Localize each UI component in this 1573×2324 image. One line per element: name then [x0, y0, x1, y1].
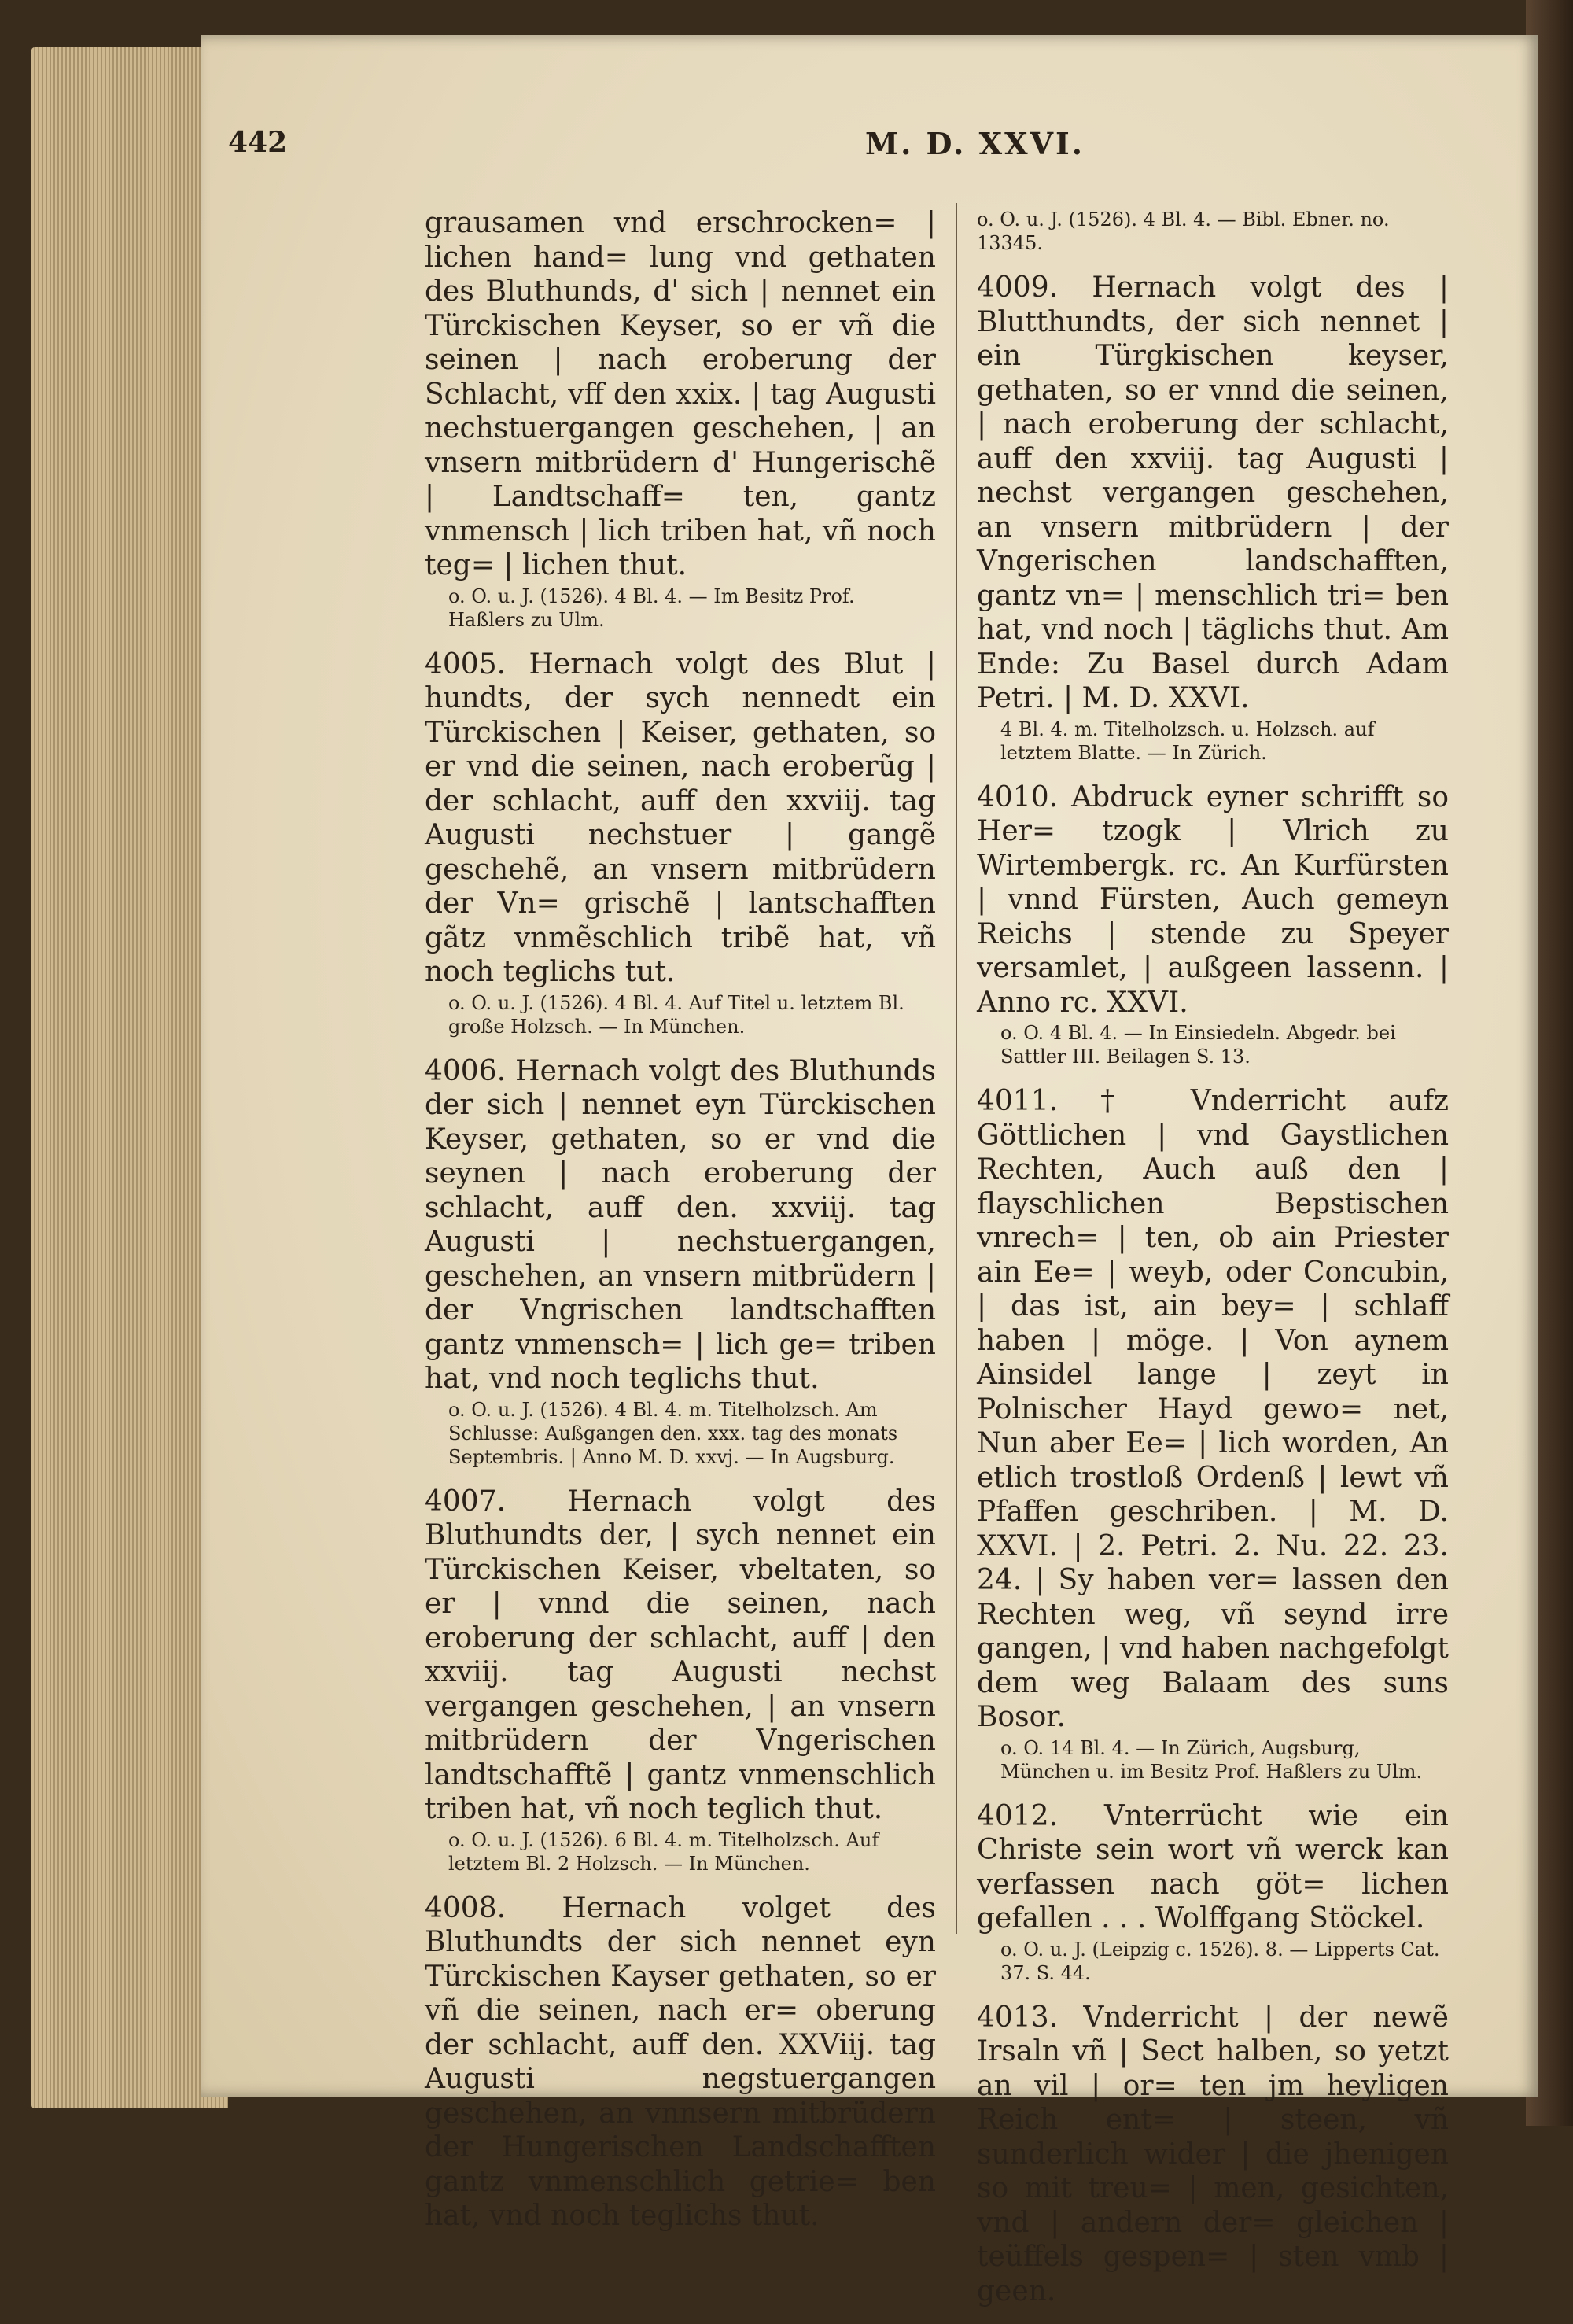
column-divider — [956, 203, 957, 1934]
entry-text: 4007. Hernach volgt des Bluthundts der, | sych nennet ein Türckischen Keiser, vbeltaten, so er | vnnd die seinen, nach eroberung der schlacht, auff | den xxviij. tag Augusti nechst vergangen geschehen, | an vnsern mitbrüdern der Vngerischen landtschafftẽ | gantz vnmenschlich triben hat, vñ noch teglich thut. — [425, 1485, 936, 1825]
entry-text: 4011. † Vnderricht aufz Göttlichen | vnd Gaystlichen Rechten, Auch auß den | flayschlichen Bepstischen vnrech= | ten, ob ain Priester ain Ee= | weyb, oder Concubin, | das ist, ain bey= | schlaff haben | möge. | Von aynem Ainsidel lange | zeyt in Polnischer Hayd gewo= net, Nun aber Ee= | lich worden, An etlich trostloß Ordenß | lewt vñ Pfaffen geschriben. | M. D. XXVI. | 2. Petri. 2. Nu. 22. 23. 24. | Sy haben ver= lassen den Rechten weg, vñ seynd irre gangen, | vnd haben nachgefolgt dem weg Balaam des suns Bosor. — [977, 1085, 1449, 1733]
entry-4011 — [977, 1084, 1449, 1784]
entry-text: 4010. Abdruck eyner schrifft so Her= tzogk | Vlrich zu Wirtembergk. rc. An Kurfürsten | vnnd Fürsten, Auch gemeyn Reichs | stende zu Speyer versamlet, | außgeen lassenn. | Anno rc. XXVI. — [977, 780, 1449, 1019]
entry-text: 4009. Hernach volgt des | Blutthundts, der sich nennet | ein Türgkischen keyser, gethaten, so er vnnd die seinen, | nach eroberung der schlacht, auff den xxviij. tag Augusti | nechst vergangen geschehen, an vnsern mitbrüdern | der Vngerischen landschafften, gantz vn= | menschlich tri= ben hat, vnd noch | täglichs thut. Am Ende: Zu Basel durch Adam Petri. | M. D. XXVI. — [977, 271, 1449, 714]
entry-note: o. O. 4 Bl. 4. — In Einsiedeln. Abgedr. bei Sattler III. Beilagen S. 13. — [1000, 1022, 1396, 1068]
entry-text: 4005. Hernach volgt des Blut | hundts, der sych nennedt ein Türckischen | Keiser, gethaten, so er vnd die seinen, nach eroberũg | der schlacht, auff den xxviij. tag Augusti nechstuer | gangẽ geschehẽ, an vnsern mitbrüdern der Vn= grischẽ | lantschafften gãtz vnmẽschlich tribẽ hat, vñ noch teglichs tut. — [425, 647, 936, 988]
entry-4010 — [977, 780, 1449, 1069]
entry-note: 4 Bl. 4. m. Titelholzsch. u. Holzsch. auf letztem Blatte. — In Zürich. — [1000, 717, 1375, 764]
entry-note: o. O. u. J. (1526). 4 Bl. 4. m. Titelholzsch. Am Schlusse: Außgangen den. xxx. tag des monats Septembris. | Anno M. D. xxvj. — In Augsburg. — [448, 1398, 898, 1468]
book-page-edges — [31, 47, 228, 2108]
entry-note: o. O. u. J. (1526). 6 Bl. 4. m. Titelholzsch. Auf letztem Bl. 2 Holzsch. — In München. — [448, 1828, 879, 1875]
page-number: 442 — [228, 126, 288, 159]
entry-note: o. O. u. J. (1526). 4 Bl. 4. — Im Besitz Prof. Haßlers zu Ulm. — [448, 585, 855, 631]
entry-4012 — [977, 1799, 1449, 1985]
entry-4006 — [425, 1054, 936, 1469]
entry-4007 — [425, 1485, 936, 1876]
entry-text: grausamen vnd erschrocken= | lichen hand= lung vnd gethaten des Bluthunds, d' sich | nennet ein Türckischen Keyser, so er vñ die seinen | nach eroberung der Schlacht, vff den xxix. | tag Augusti nechstuergangen geschehen, | an vnsern mitbrüdern d' Hungerischẽ | Landtschaff= ten, gantz vnmensch | lich triben hat, vñ noch teg= | lichen thut. — [425, 207, 936, 581]
entry-text: 4013. Vnderricht | der newẽ Irsaln vñ | Sect halben, so yetzt an vil | or= ten jm heyligen Reich ent= | steen, vñ sunderlich wider | die jhenigen so mit treu= | men, gesichten, vnd | andern der= gleichen | teüffels gespen= | sten vmb | geen. — [977, 2001, 1449, 2307]
header-year: M. D. XXVI. — [865, 126, 1085, 161]
right-column — [977, 206, 1449, 2324]
left-column — [425, 206, 936, 2249]
entry-text: 4008. Hernach volget des Bluthundts der sich nennet eyn Türckischen Kayser gethaten, so er vñ die seinen, nach er= oberung der schlacht, auff den. XXViij. tag Augusti negstuergangen geschehen, an vnnsern mitbrüdern der Hungerischen Landschafften gantz vnmenschlich getrie= ben hat, vnd noch teglichs thut. — [425, 1891, 936, 2232]
entry-4013 — [977, 2001, 1449, 2309]
entry-text: 4006. Hernach volgt des Bluthunds der sich | nennet eyn Türckischen Keyser, gethaten, so er vnd die seynen | nach eroberung der schlacht, auff den. xxviij. tag Augusti | nechstuergangen, geschehen, an vnsern mitbrüdern | der Vngrischen landtschafften gantz vnmensch= | lich ge= triben hat, vnd noch teglichs thut. — [425, 1054, 936, 1395]
entry-note: o. O. u. J. (Leipzig c. 1526). 8. — Lipperts Cat. 37. S. 44. — [1000, 1938, 1440, 1984]
entry-note: o. O. u. J. (1526). 4 Bl. 4. Auf Titel u. letztem Bl. große Holzsch. — In München. — [448, 991, 904, 1038]
running-head — [228, 126, 1455, 173]
entry-continuation-right — [977, 208, 1449, 255]
entry-text: 4012. Vnterrücht wie ein Christe sein wort vñ werck kan verfassen nach göt= lichen gefallen . . . Wolffgang Stöckel. — [977, 1799, 1449, 1935]
entry-4008 — [425, 1891, 936, 2234]
entry-4009 — [977, 271, 1449, 765]
entry-note: o. O. 14 Bl. 4. — In Zürich, Augsburg, München u. im Besitz Prof. Haßlers zu Ulm. — [1000, 1736, 1423, 1783]
entry-note: o. O. u. J. (1526). 4 Bl. 4. — Bibl. Ebner. no. 13345. — [977, 208, 1390, 254]
entry-4005 — [425, 647, 936, 1038]
entry-continuation-left — [425, 206, 936, 632]
